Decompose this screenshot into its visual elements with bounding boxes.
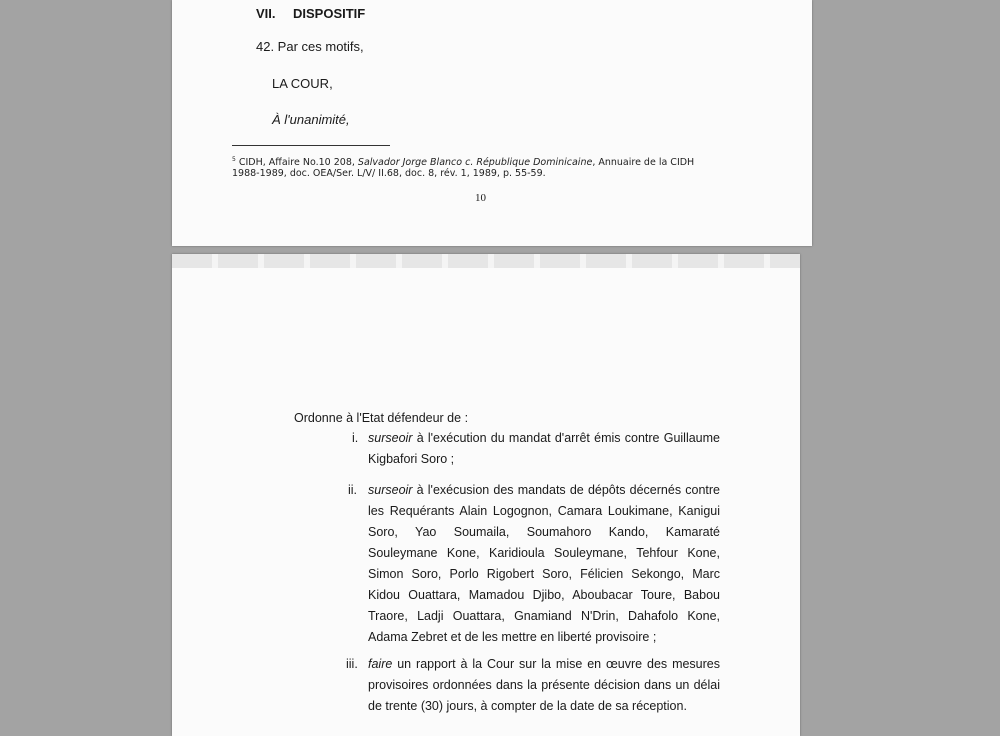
unanimity-line: À l'unanimité, xyxy=(272,112,350,127)
footnote-prefix: CIDH, Affaire No.10 208, xyxy=(238,157,358,169)
item-ii-verb: surseoir xyxy=(368,483,413,497)
item-i-text: à l'exécution du mandat d'arrêt émis contre Guillaume Kigbafori Soro ; xyxy=(368,431,720,466)
order-intro: Ordonne à l'Etat défendeur de : xyxy=(294,411,469,425)
item-i-verb: surseoir xyxy=(368,431,413,445)
item-iii-verb: faire xyxy=(368,657,393,671)
footnote-suffix: , Annuaire de la CIDH xyxy=(592,157,695,169)
document-page-10 xyxy=(172,0,812,246)
footnote-case-title: Salvador Jorge Blanco c. République Dominicaine xyxy=(357,157,593,169)
order-item-i xyxy=(368,428,720,470)
page-number: 10 xyxy=(475,192,486,204)
section-title: DISPOSITIF xyxy=(293,6,366,21)
scan-artifact xyxy=(172,254,800,268)
section-number: VII. xyxy=(256,6,276,21)
order-item-ii xyxy=(368,480,720,648)
footnote-separator xyxy=(232,145,390,146)
item-iii-number: iii. xyxy=(346,657,358,671)
footnote-marker: 5 xyxy=(232,156,236,163)
item-ii-number: ii. xyxy=(348,483,358,497)
order-item-iii xyxy=(368,654,720,717)
footnote-line-2: 1988-1989, doc. OEA/Ser. L/V/ II.68, doc. 8, rév. 1, 1989, p. 55-59. xyxy=(232,168,546,179)
item-iii-text: un rapport à la Cour sur la mise en œuvre des mesures provisoires ordonnées dans la présente décision dans un délai de trente (30) jours, à compter de la date de sa réception. xyxy=(368,657,720,713)
paragraph-42: 42. Par ces motifs, xyxy=(256,39,364,54)
document-page-11 xyxy=(172,254,800,736)
court-heading: LA COUR, xyxy=(272,76,333,91)
item-ii-text: à l'exécusion des mandats de dépôts décernés contre les Requérants Alain Logognon, Camara Loukimane, Kanigui Soro, Yao Soumaila, Soumahoro Kando, Kamaraté Souleymane Kone, Karidioula Souleymane, Tehfour Kone, Simon Soro, Porlo Rigobert Soro, Félicien Sekongo, Marc Kidou Ouattara, Mamadou Djibo, Aboubacar Toure, Babou Traore, Ladji Ouattara, Gnamiand N'Drin, Dahafolo Kone, Adama Zebret et de les mettre en liberté provisoire ; xyxy=(368,483,720,644)
item-i-number: i. xyxy=(352,431,359,445)
